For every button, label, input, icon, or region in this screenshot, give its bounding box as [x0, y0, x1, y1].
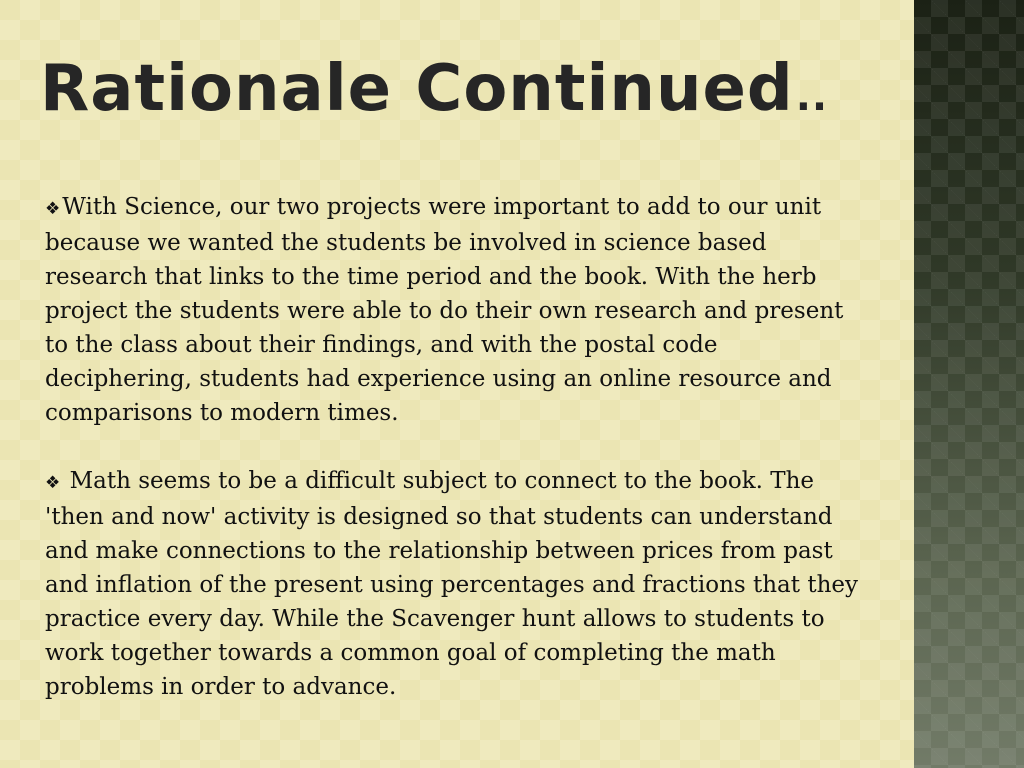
slide-title-suffix: ..: [795, 74, 829, 120]
slide-body: [45, 190, 865, 704]
paragraph-math: [45, 464, 865, 704]
paragraph-science-text: With Science, our two projects were important to add to our unit because we wanted the students be involved in science based research that links to the time period and the book. With the herb project the students were able to do their own research and present to the class about their findings, and with the postal code deciphering, students had experience using an online resource and comparisons to modern times.: [45, 194, 844, 426]
diamond-bullet-icon: ❖: [45, 199, 61, 219]
slide-title-text: Rationale Continued: [40, 52, 794, 126]
decorative-side-band: [914, 0, 1024, 768]
diamond-bullet-icon: ❖: [45, 473, 61, 493]
slide-title: [40, 52, 828, 126]
paragraph-math-text: Math seems to be a difficult subject to connect to the book. The 'then and now' activity is designed so that students can understand and make connections to the relationship between prices from past and inflation of the present using percentages and fractions that they practice every day. While the Scavenger hunt allows to students to work together towards a common goal of completing the math problems in order to advance.: [45, 468, 858, 700]
paragraph-science: [45, 190, 865, 430]
